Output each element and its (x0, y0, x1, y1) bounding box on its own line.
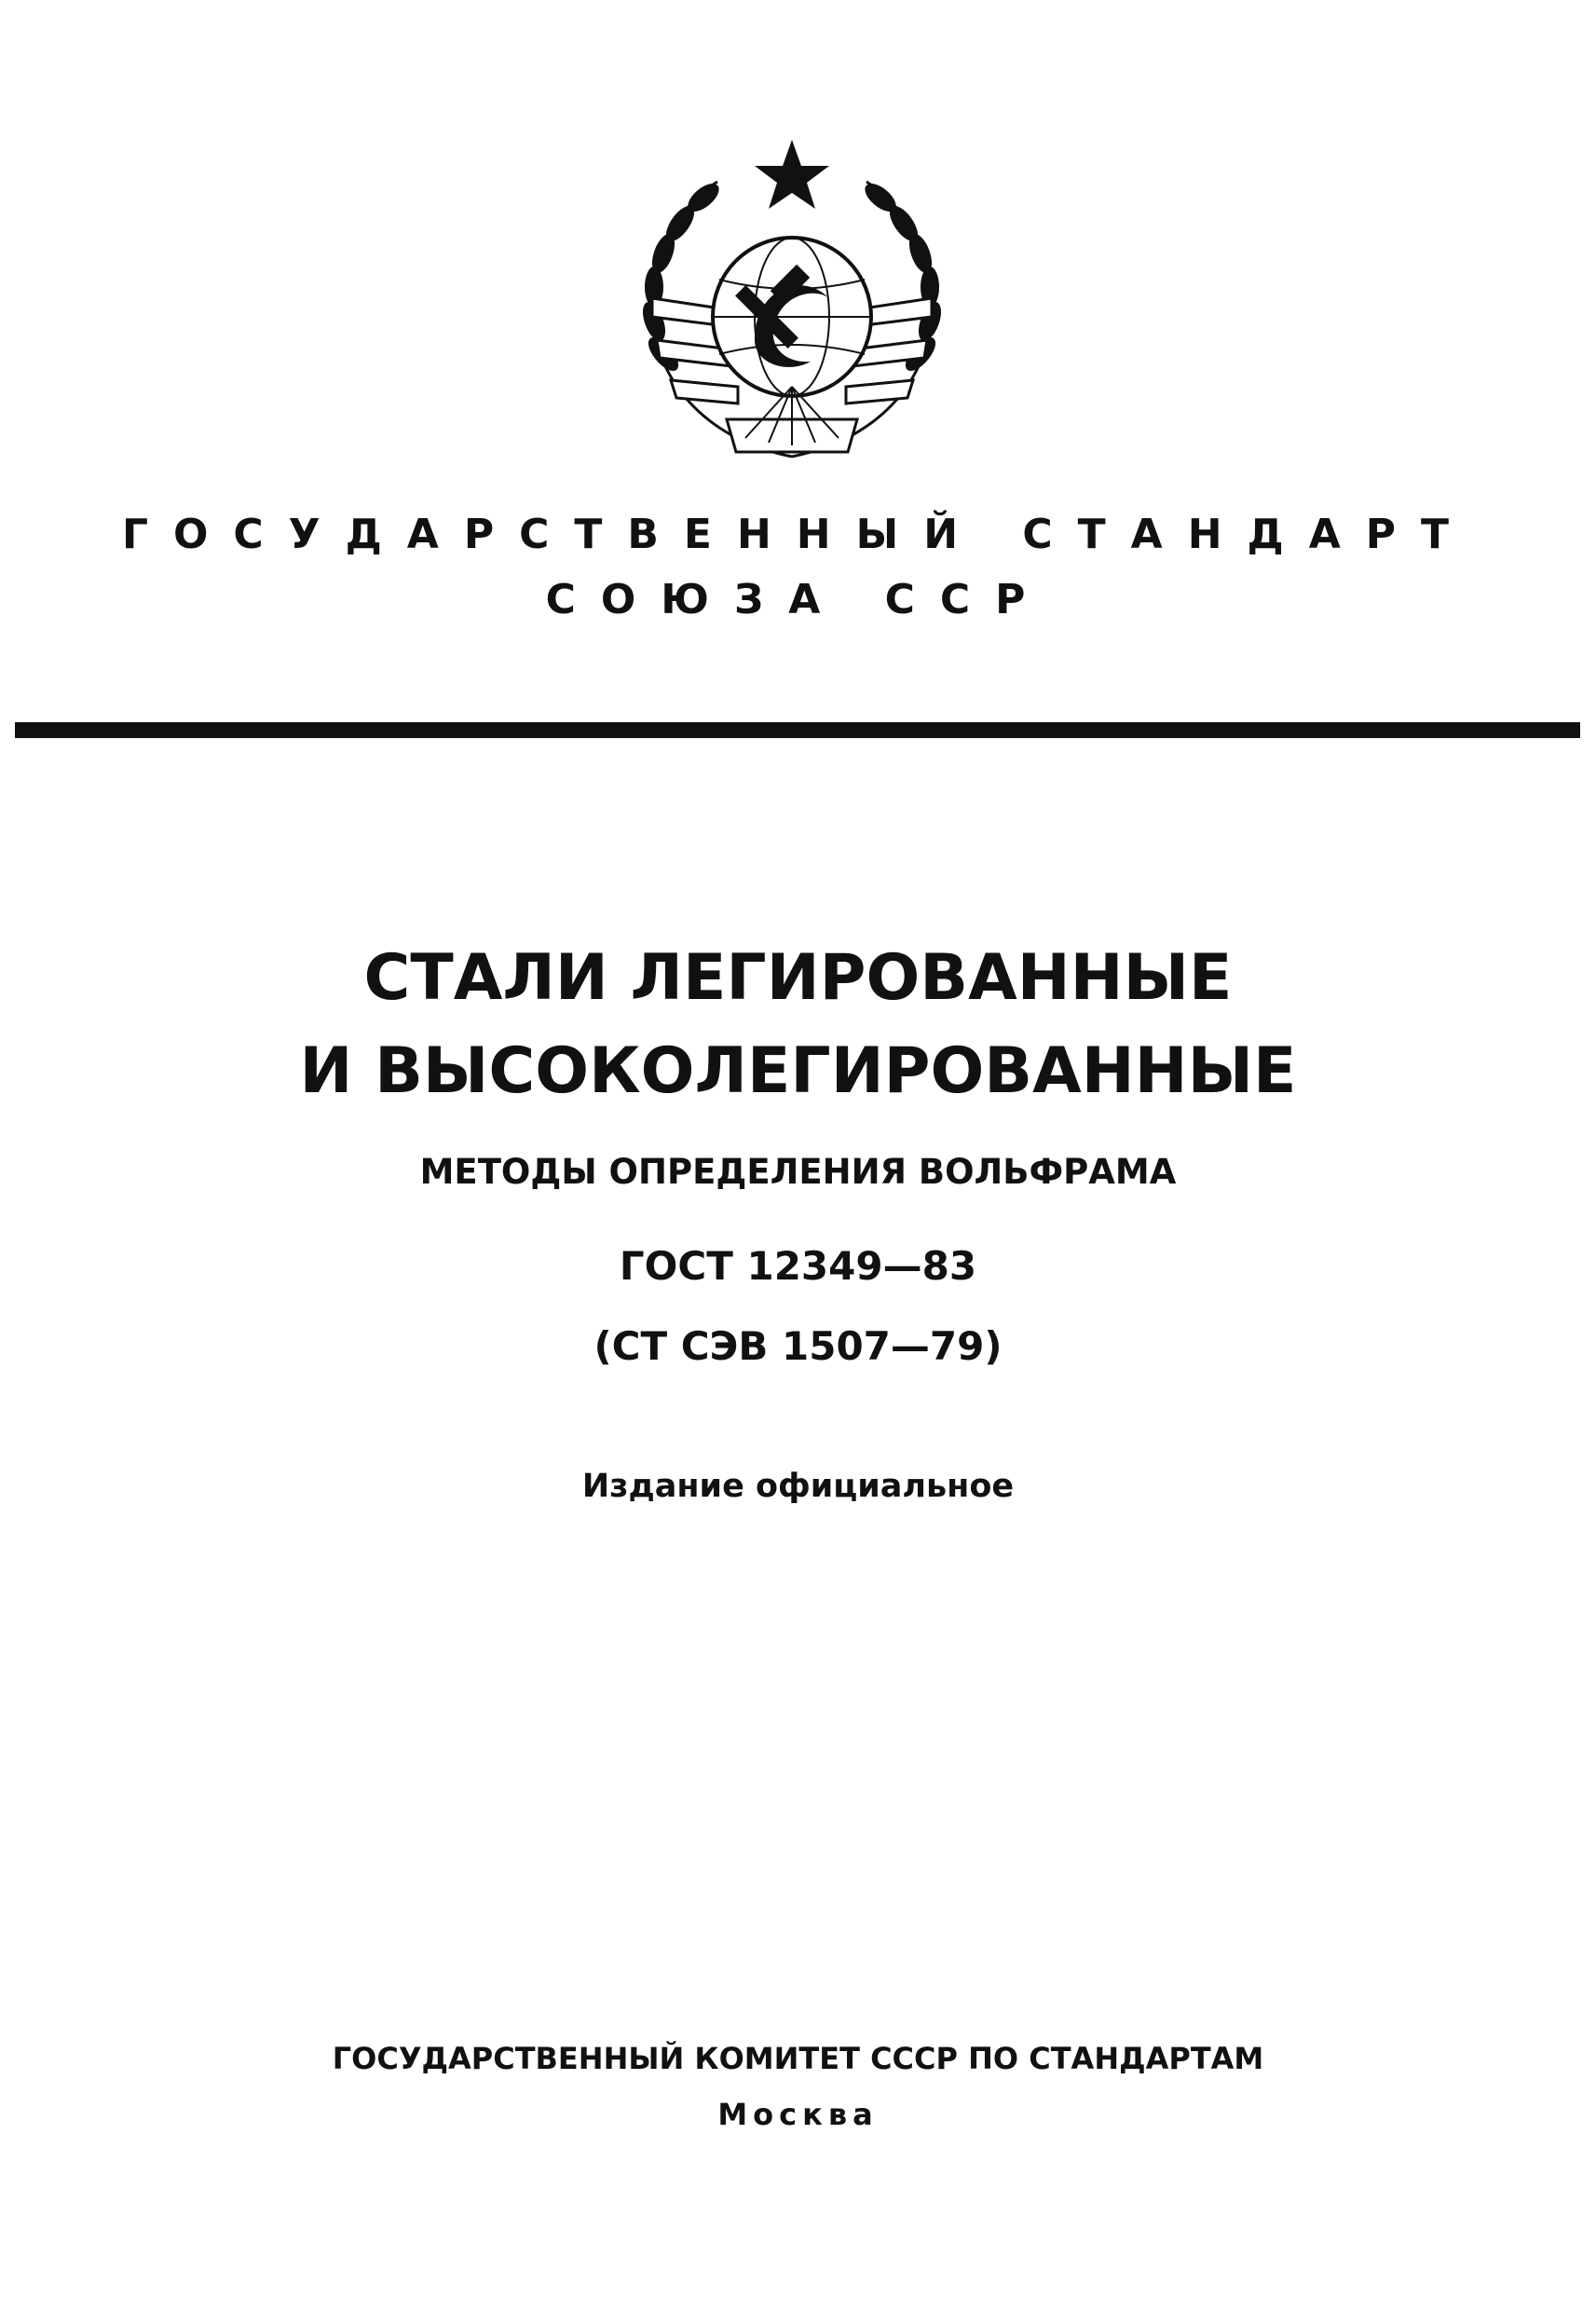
gost-number: ГОСТ 12349—83 (619, 1243, 977, 1289)
horizontal-rule (15, 722, 1580, 738)
publication-city: Москва (717, 2097, 879, 2132)
document-subtitle: МЕТОДЫ ОПРЕДЕЛЕНИЯ ВОЛЬФРАМА (419, 1152, 1177, 1192)
sev-number: (СТ СЭВ 1507—79) (593, 1323, 1003, 1369)
edition-label: Издание официальное (581, 1468, 1015, 1505)
header-line-1: ГОСУДАРСТВЕННЫЙ СТАНДАРТ (121, 511, 1475, 558)
state-emblem-icon (615, 140, 969, 494)
document-title-line-1: СТАЛИ ЛЕГИРОВАННЫЕ (363, 941, 1233, 1015)
header-line-2: СОЮЗА ССР (545, 576, 1051, 623)
document-title-line-2: И ВЫСОКОЛЕГИРОВАННЫЕ (299, 1034, 1297, 1108)
publisher: ГОСУДАРСТВЕННЫЙ КОМИТЕТ СССР ПО СТАНДАРТАМ (332, 2041, 1264, 2076)
